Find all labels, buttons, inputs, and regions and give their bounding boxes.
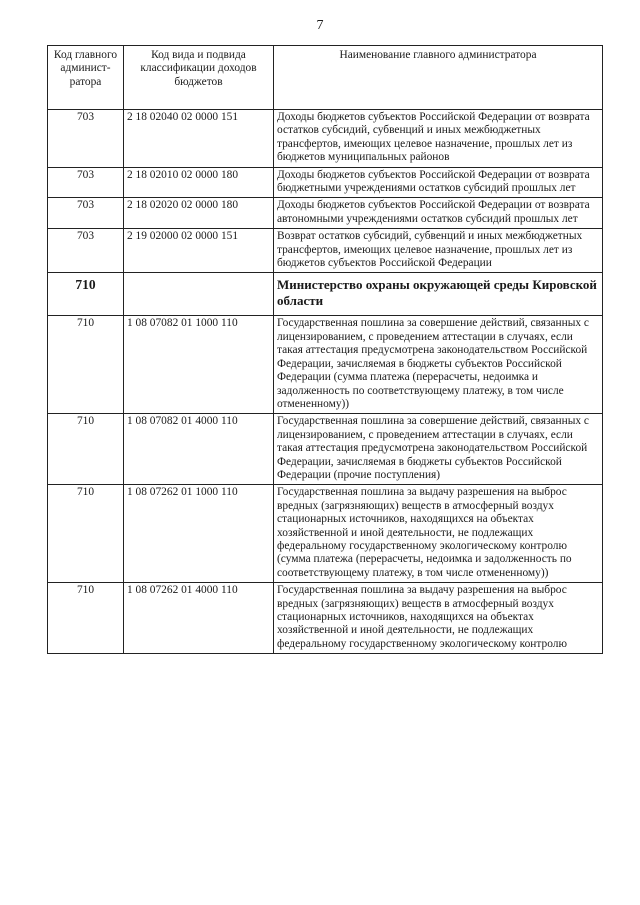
admin-code-cell: 710 [48,485,124,583]
table-header-row [48,46,603,110]
admin-code-cell: 703 [48,229,124,273]
administrator-name-cell: Доходы бюджетов субъектов Российской Федерации от возврата остатков субсидий, субвенций и иных межбюджетных трансфертов, имеющих целевое назначение, прошлых лет из бюджетов муниципальных районов [274,110,603,168]
header-classification-code: Код вида и подвида классификации доходов бюджетов [124,46,274,110]
table-row [48,414,603,485]
classification-code-cell: 2 19 02000 02 0000 151 [124,229,274,273]
administrator-name-cell: Возврат остатков субсидий, субвенций и иных межбюджетных трансфертов, имеющих целевое назначение, прошлых лет из бюджетов субъектов Российской Федерации [274,229,603,273]
admin-code-cell: 710 [48,414,124,485]
administrator-name-cell: Государственная пошлина за совершение действий, связанных с лицензированием, с проведением аттестации в случаях, если такая аттестация предусмотрена законодательством Российской Федерации, зачисляемая в бюджеты субъектов Российской Федерации (прочие поступления) [274,414,603,485]
admin-code-cell: 703 [48,110,124,168]
administrator-name-cell: Государственная пошлина за выдачу разрешения на выброс вредных (загрязняющих) веществ в атмосферный воздух стационарных источников, находящихся на объектах хозяйственной и иной деятельности, не подлежащих федеральному государственному экологическому контролю (сумма платежа (перерасчеты, недоимка и задолженность по соответствующему платежу, в том числе отмененному)) [274,485,603,583]
table-row [48,167,603,198]
section-admin-code-cell: 710 [48,273,124,316]
classification-code-cell: 1 08 07082 01 4000 110 [124,414,274,485]
section-header-row [48,273,603,316]
classification-code-cell: 1 08 07082 01 1000 110 [124,316,274,414]
section-classification-code-cell [124,273,274,316]
revenue-administrators-table [47,45,603,654]
table-row [48,583,603,654]
header-administrator-name: Наименование главного администратора [274,46,603,110]
table-row [48,229,603,273]
classification-code-cell: 1 08 07262 01 4000 110 [124,583,274,654]
administrator-name-cell: Государственная пошлина за совершение действий, связанных с лицензированием, с проведением аттестации в случаях, если такая аттестация предусмотрена законодательством Российской Федерации, зачисляемая в бюджеты субъектов Российской Федерации (сумма платежа (перерасчеты, недоимка и задолженность по соответствующему платежу, в том числе отмененному)) [274,316,603,414]
admin-code-cell: 703 [48,198,124,229]
table-row [48,316,603,414]
classification-code-cell: 1 08 07262 01 1000 110 [124,485,274,583]
admin-code-cell: 703 [48,167,124,198]
administrator-name-cell: Государственная пошлина за выдачу разрешения на выброс вредных (загрязняющих) веществ в атмосферный воздух стационарных источников, находящихся на объектах хозяйственной и иной деятельности, не подлежащих федеральному государственному экологическому контролю [274,583,603,654]
table-row [48,485,603,583]
admin-code-cell: 710 [48,583,124,654]
administrator-name-cell: Доходы бюджетов субъектов Российской Федерации от возврата автономными учреждениями остатков субсидий прошлых лет [274,198,603,229]
admin-code-cell: 710 [48,316,124,414]
table-row [48,110,603,168]
section-administrator-name-cell: Министерство охраны окружающей среды Кировской области [274,273,603,316]
administrator-name-cell: Доходы бюджетов субъектов Российской Федерации от возврата бюджетными учреждениями остатков субсидий прошлых лет [274,167,603,198]
classification-code-cell: 2 18 02020 02 0000 180 [124,198,274,229]
classification-code-cell: 2 18 02040 02 0000 151 [124,110,274,168]
header-admin-code: Код главного админист-ратора [48,46,124,110]
table-row [48,198,603,229]
page-number: 7 [316,18,324,33]
classification-code-cell: 2 18 02010 02 0000 180 [124,167,274,198]
